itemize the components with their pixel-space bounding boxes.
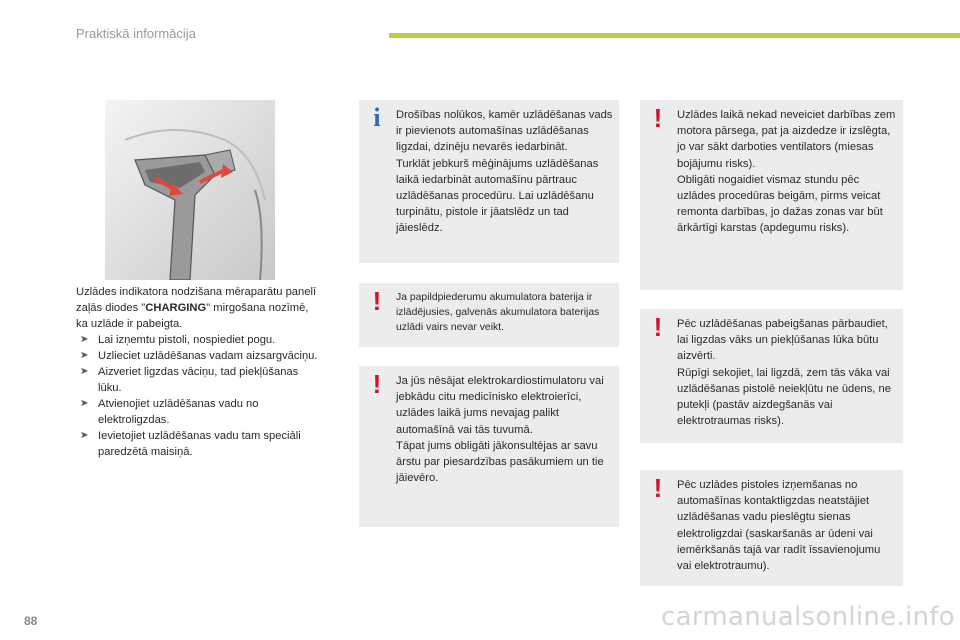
charging-keyword: CHARGING [145,302,207,314]
warning-box-unplug [640,470,903,586]
charging-intro: Uzlādes indikatora nodzišana mēraparātu panelī zaļās diodes "CHARGING" mirgošana nozīmē, ka uzlāde ir pabeigta. [76,286,317,330]
list-item: ➤ Atvienojiet uzlādēšanas vadu no elektroligzdas. [80,398,259,426]
arrow-icon: ➤ [80,334,89,345]
warning-icon: ! [653,473,663,503]
warning-icon: ! [653,312,663,342]
warning-box-battery [359,283,619,347]
list-item: ➤ Lai izņemtu pistoli, nospiediet pogu. [80,334,276,346]
steps-list [76,332,322,460]
left-instructions [76,284,322,460]
warning-icon: ! [372,369,382,399]
watermark: carmanualsonline.info [661,602,956,632]
warning-box-engine [640,100,903,290]
arrow-icon: ➤ [80,398,89,409]
warning-box-pacemaker [359,366,619,527]
arrow-icon: ➤ [80,366,89,377]
box-text: Uzlādes laikā nekad neveiciet darbības zem motora pārsega, pat ja aizdedze ir izslēgta, jo var sākt darboties ventilators (miesas bojājumu risks). Obligāti nogaidiet vismaz stundu pēc uzlādes procedūras beigām, pirms veicat remonta darbības, jo dažas zonas var būt ārkārtīgi karstas (apdegumu risks). [677,109,896,235]
charging-gun-illustration [105,100,275,280]
info-box-safety [359,100,619,263]
box-text: Ja jūs nēsājat elektrokardiostimulatoru vai jebkādu citu medicīnisko elektroierīci, uzlādes laikā jums nevajag palikt automašīnā vai tās tuvumā. Tāpat jums obligāti jākonsultējas ar savu ārstu par piesardzības pasākumiem un tie jāievēro. [396,375,604,485]
warning-icon: ! [653,103,663,133]
list-item: ➤ Uzlieciet uzlādēšanas vadam aizsargvāciņu. [80,350,318,362]
page-number: 88 [24,614,38,628]
box-text: Pēc uzlādes pistoles izņemšanas no automašīnas kontaktligzdas neatstājiet uzlādēšanas vadu pieslēgtu sienas elektroligzdai (saskaršanās ar ūdeni vai iemērkšanās tajā var radīt īssavienojumu vai elektrotraumu). [677,479,881,573]
warning-box-after-charging [640,309,903,443]
arrow-icon: ➤ [80,430,89,441]
header-accent-line [389,33,960,38]
box-text: Ja papildpiederumu akumulatora baterija ir izlādējusies, galvenās akumulatora baterijas uzlādi vairs nevar veikt. [396,292,600,333]
warning-icon: ! [372,286,382,316]
box-text: Pēc uzlādēšanas pabeigšanas pārbaudiet, lai ligzdas vāks un piekļūšanas lūka būtu aizvērti. Rūpīgi sekojiet, lai ligzdā, zem tās vāka vai uzlādēšanas pistolē neiekļūtu ne ūdens, ne putekļi (pastāv aizdegšanās vai elektrotraumas risks). [677,318,891,428]
list-item: ➤ Ievietojiet uzlādēšanas vadu tam speciāli paredzētā maisiņā. [80,430,301,458]
arrow-icon: ➤ [80,350,89,361]
info-icon: i [373,103,381,132]
section-title: Praktiskā informācija [76,26,196,41]
box-text: Drošības nolūkos, kamēr uzlādēšanas vads ir pievienots automašīnas uzlādēšanas ligzdai, dzinēju nevarēs iedarbināt. Turklāt jebkurš mēģinājums uzlādēšanas laikā iedarbināt automašīnu pārtrauc uzlādēšanas procedūru. Lai uzlādēšanu turpinātu, pistole ir jāatslēdz un tad jāieslēdz. [396,109,613,235]
list-item: ➤ Aizveriet ligzdas vāciņu, tad piekļūšanas lūku. [80,366,299,394]
